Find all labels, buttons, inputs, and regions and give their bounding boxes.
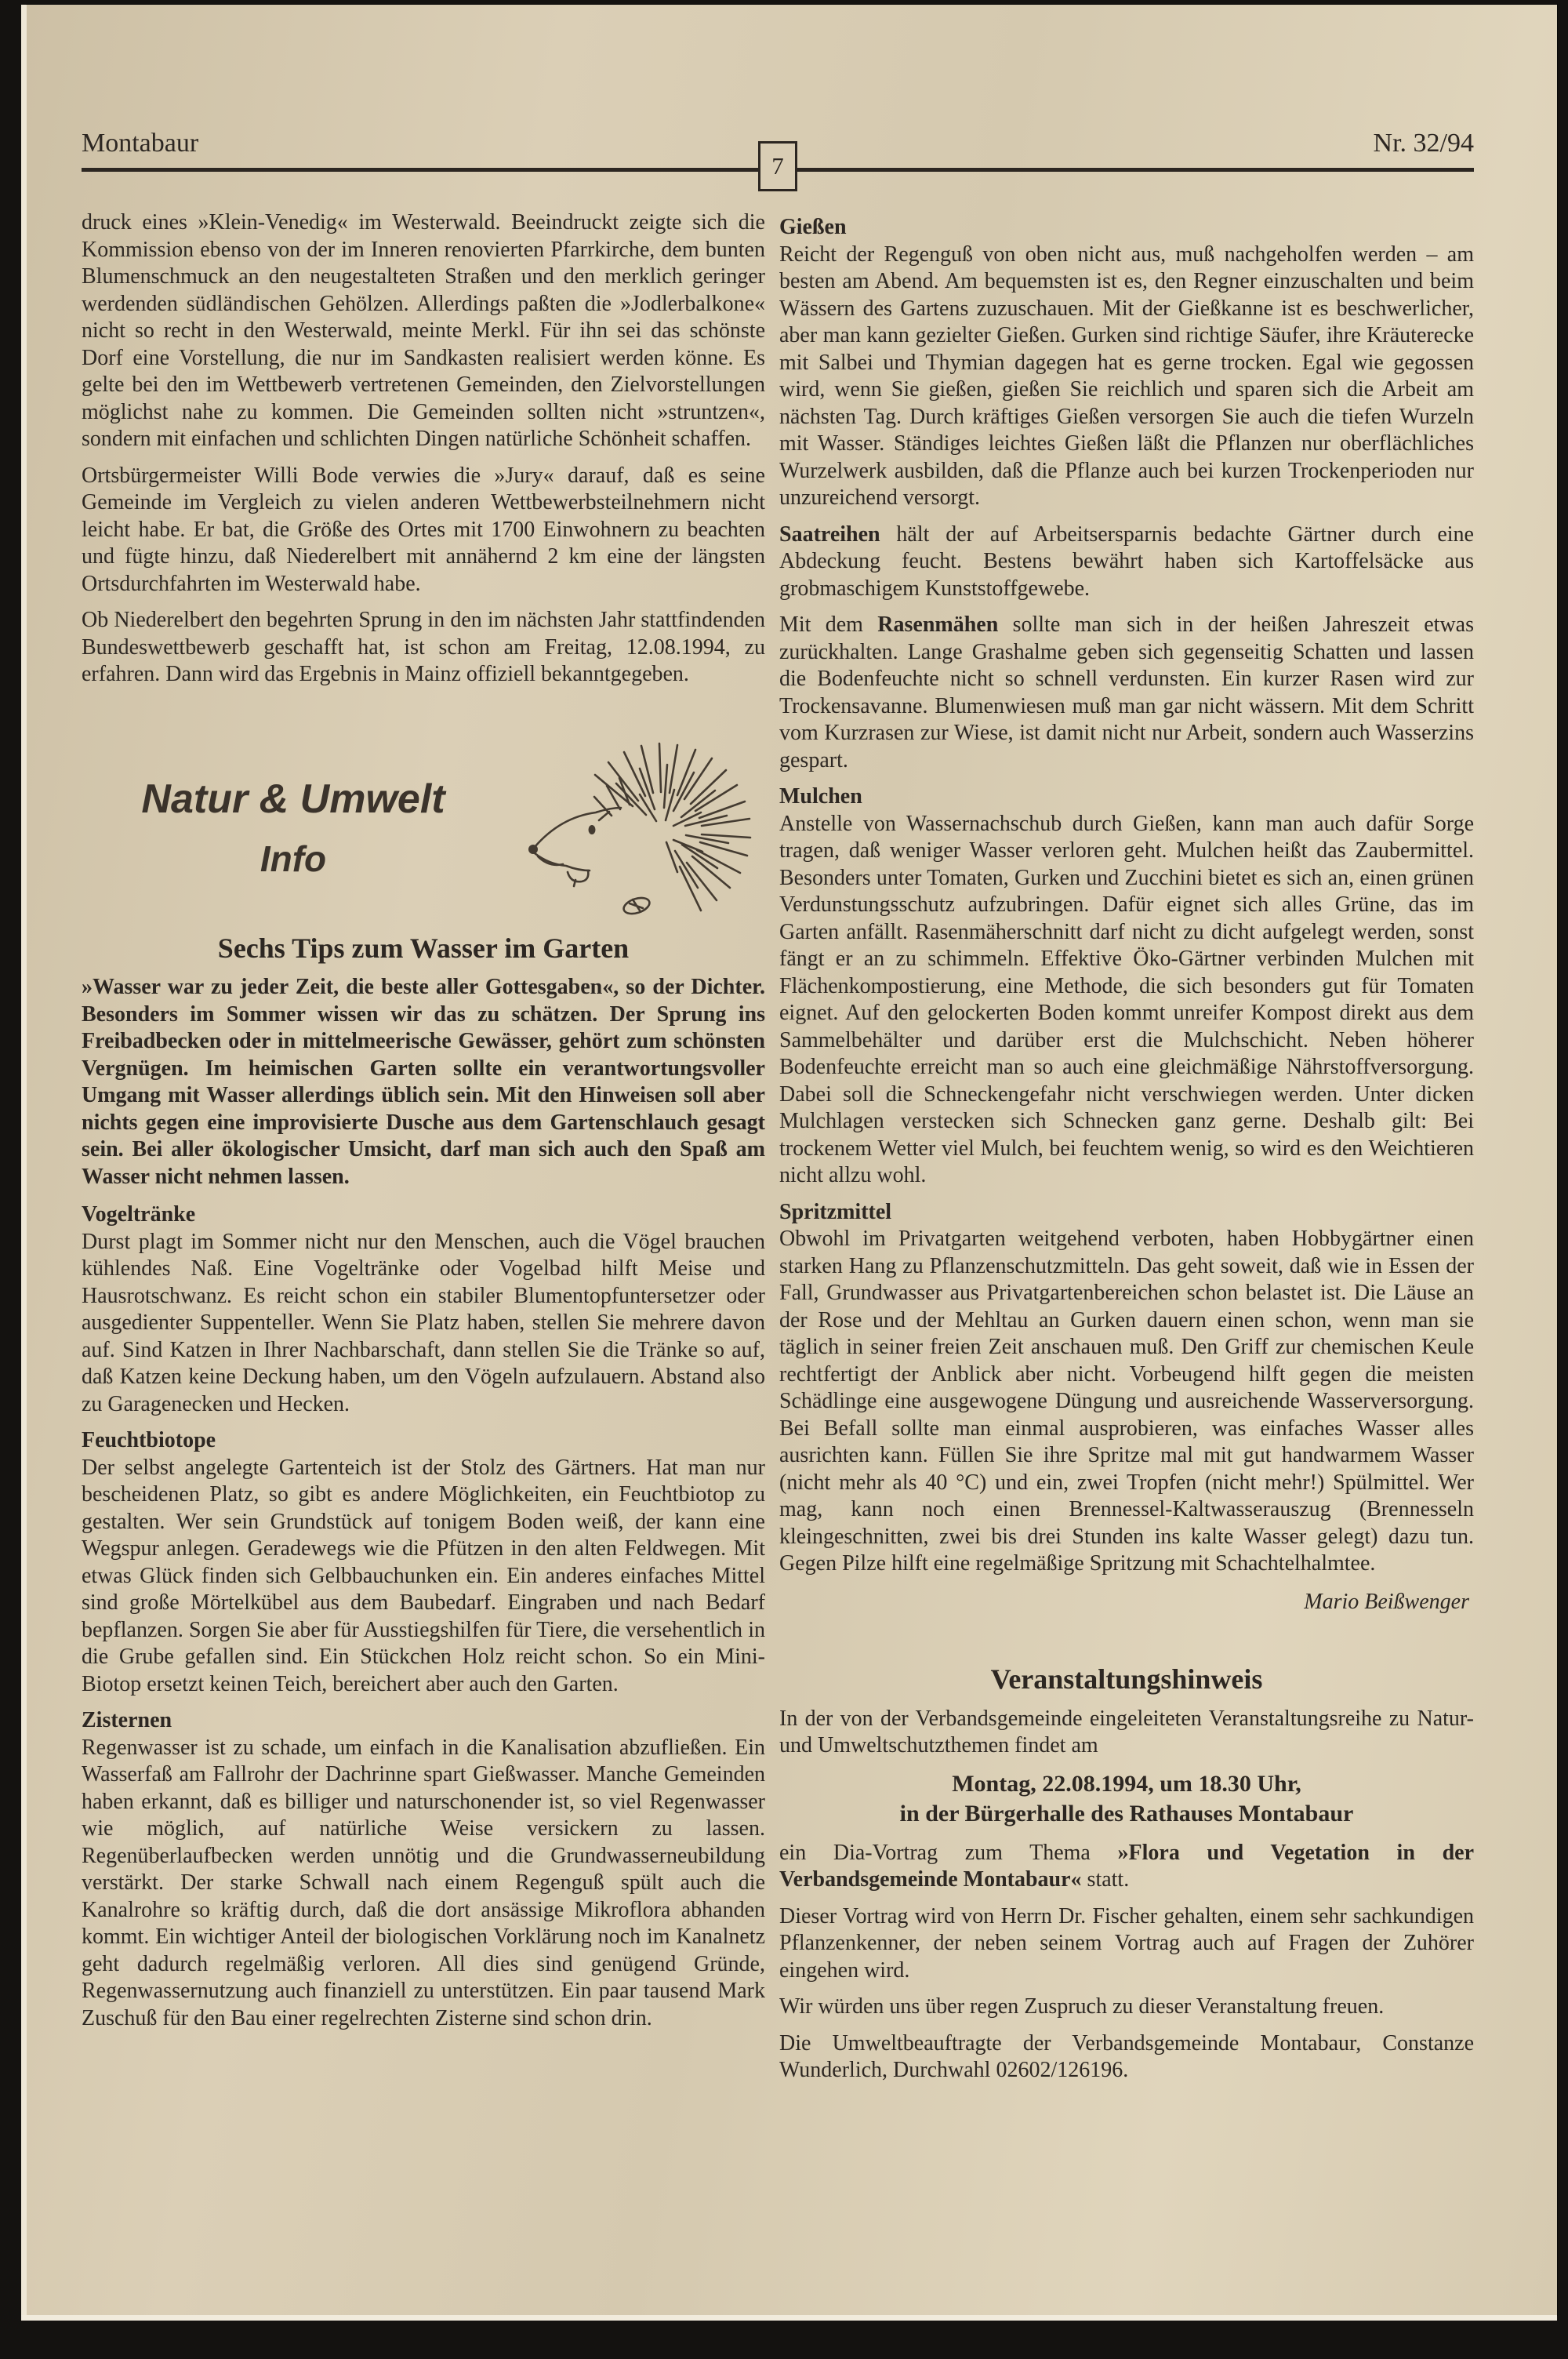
masthead	[82, 129, 1474, 180]
event-date-location	[779, 1769, 1474, 1829]
event-closing-paragraph: Wir würden uns über regen Zuspruch zu dieser Veranstaltung freuen.	[779, 1994, 1385, 2019]
masthead-section: Montabaur	[82, 129, 199, 158]
event-speaker-paragraph: Dieser Vortrag wird von Herrn Dr. Fischer gehalten, einem sehr sachkundigen Pflanzenkenner, der neben seinem Vortrag auch auf Fragen der Zuhörer eingehen wird.	[779, 1903, 1474, 1983]
hedgehog-illustration	[505, 729, 765, 921]
event-topic-post: statt.	[1081, 1867, 1130, 1892]
article-paragraph: Ortsbürgermeister Willi Bode verwies die »Jury« darauf, daß es seine Gemeinde im Vergleich zu vielen anderen Wettbewerbsteilnehmern nicht leicht habe. Er bat, die Größe des Ortes mit 1700 Einwohnern zu beachten und fügte hinzu, daß Niederelbert mit annähernd 2 km eine der längsten Ortsdurchfahrten im Westerwald habe.	[82, 463, 765, 596]
event-contact-paragraph: Die Umweltbeauftragte der Verbandsgemeinde Montabaur, Constanze Wunderlich, Durchwahl 02602/126196.	[779, 2030, 1474, 2082]
article-paragraph: druck eines »Klein-Venedig« im Westerwald. Beeindruckt zeigte sich die Kommission ebenso von der im Inneren renovierten Pfarrkirche, dem bunten Blumenschmuck an den neugestalteten Straßen und den merklich geringer werdenden südländischen Gehölzen. Allerdings paßten die »Jodlerbalkone« nicht so recht in den Westerwald, meinte Merkl. Für ihn sei das schönste Dorf eine Vorstellung, die nur im Sandkasten realisiert werden könne. Es gelte bei den im Wettbewerb vertretenen Gemeinden, den Zielvorstellungen möglichst nahe zu kommen. Die Gemeinden sollten nicht »struntzen«, sondern mit einfachen und schlichten Dingen natürliche Schönheit schaffen.	[82, 210, 765, 451]
saatreihen-paragraph	[779, 522, 1474, 603]
event-location-line: in der Bürgerhalle des Rathauses Montabaur	[899, 1800, 1354, 1826]
event-topic-paragraph	[779, 1840, 1474, 1894]
section-text-mulchen: Anstelle von Wassernachschub durch Gießen, kann man auch dafür Sorge tragen, daß weniger Wasser verloren geht. Mulchen heißt das Zaubermittel. Besonders unter Tomaten, Gurken und Zucchini bietet es sich an, einen grünen Verdunstungsschutz aufzubringen. Dafür eignet sich alles Grüne, das im Garten anfällt. Rasenmäherschnitt darf nicht zu dicht aufgelegt werden, sonst fängt er an zu schimmeln. Effektive Öko-Gärtner verbinden Mulchen mit Flächenkompostierung, eine Methode, die sich besonders gut für Tomaten eignet. Auf den gelockerten Boden kommt unreifer Kompost direkt aus dem Sammelbehälter und darüber erst die Mulchschicht. Neben höherer Bodenfeuchte erreicht man so auch eine gleichmäßige Nährstoffversorgung. Dabei soll die Schneckengefahr nicht verschwiegen werden. Unter dicken Mulchlagen verstecken sich Schnecken ganz gerne. Deshalb gilt: Bei trockenem Wetter viel Mulch, bei feuchtem wenig, so wird es den Weichtieren nicht allzu wohl.	[779, 811, 1474, 1187]
section-text-feuchtbiotope: Der selbst angelegte Gartenteich ist der Stolz des Gärtners. Hat man nur bescheidenen Platz, so gibt es andere Möglichkeiten, ein Feuchtbiotop zu gestalten. Wer sein Grundstück auf tonigem Boden weiß, der kann eine Wegspur anlegen. Geradewegs wie die Pfützen in den alten Feldwegen. Mit etwas Glück finden sich Gelbbauchunken ein. Ein anderes einfaches Mittel sind große Mörtelkübel aus dem Baubedarf. Eingraben und nach Bedarf bepflanzen. Sorgen Sie aber für Ausstiegshilfen für Tiere, die versehentlich in die Grube gefallen sind. Ein Stückchen Holz reicht schon. So ein Mini-Biotop ersetzt keinen Teich, bereichert aber auch den Garten.	[82, 1455, 765, 1696]
section-heading-giessen: Gießen	[779, 215, 847, 239]
article-paragraph: Ob Niederelbert den begehrten Sprung in den im nächsten Jahr stattfindenden Bundeswettbewerb geschafft hat, ist schon am Freitag, 12.08.1994, zu erfahren. Dann wird das Ergebnis in Mainz offiziell bekanntgegeben.	[82, 608, 765, 686]
newspaper-page	[27, 5, 1557, 2315]
tips-intro: »Wasser war zu jeder Zeit, die beste aller Gottesgaben«, so der Dichter. Besonders im Sommer wissen wir das zu schätzen. Der Sprung ins Freibadbecken oder in mittelmeerische Gewässer, gehört zum schönsten Vergnügen. Im heimischen Garten sollte ein verantwortungsvoller Umgang mit Wasser allerdings üblich sein. Mit den Hinweisen soll aber nichts gegen eine improvisierte Dusche aus dem Gartenschlauch gesagt sein. Bei aller ökologischer Umsicht, darf man sich auch den Spaß am Wasser nicht nehmen lassen.	[82, 975, 765, 1189]
banner-titles	[82, 776, 505, 879]
saatreihen-lead: Saatreihen	[779, 522, 880, 547]
section-heading-feuchtbiotope: Feuchtbiotope	[82, 1428, 216, 1452]
rasenmaehen-pre: Mit dem	[779, 612, 878, 637]
banner-subtitle: Info	[260, 838, 327, 879]
rasenmaehen-paragraph	[779, 612, 1474, 774]
section-text-vogeltraenke: Durst plagt im Sommer nicht nur den Menschen, auch die Vögel brauchen kühlendes Naß. Eine Vogeltränke oder Vogelbad hilft Meise und Hausrotschwanz. Es reicht schon ein stabiler Blumentopfuntersetzer oder ausgedienter Suppenteller. Wenn Sie Platz haben, stellen Sie mehrere davon auf. Sind Katzen in Ihrer Nachbarschaft, dann stellen Sie die Tränke so auf, daß Katzen keine Deckung haben, um den Vögeln aufzulauern. Abstand also zu Garagenecken und Hecken.	[82, 1229, 765, 1416]
rasenmaehen-lead: Rasenmähen	[877, 612, 999, 637]
event-notice-title: Veranstaltungshinweis	[990, 1663, 1263, 1695]
saatreihen-text: hält der auf Arbeitsersparnis bedachte Gärtner durch eine Abdeckung feucht. Bestens bewährt haben sich Kartoffelsäcke aus grobmaschigem Kunststoffgewebe.	[779, 522, 1474, 601]
section-heading-vogeltraenke: Vogeltränke	[82, 1202, 196, 1227]
nature-umwelt-banner	[82, 729, 765, 921]
masthead-issue: Nr. 32/94	[1373, 129, 1474, 158]
section-heading-zisternen: Zisternen	[82, 1708, 172, 1732]
page-number: 7	[771, 152, 784, 180]
banner-title: Natur & Umwelt	[141, 776, 445, 822]
event-topic-pre: ein Dia-Vortrag zum Thema	[779, 1840, 1118, 1865]
section-text-zisternen: Regenwasser ist zu schade, um einfach in die Kanalisation abzufließen. Ein Wasserfaß am Fallrohr der Dachrinne spart Gießwasser. Manche Gemeinden haben erkannt, daß es billiger und naturschonender ist, so viel Regenwasser wie möglich, auf natürliche Weise versickern zu lassen. Regenüberlaufbecken werden unnötig und die Grundwasserneubildung verstärkt. Der starke Schwall nach einem Regenguß spült auch die Kanalrohre so kräftig durch, daß die dort ansässige Mikroflora abhanden kommt. Ein wichtiger Anteil der biologischen Vorklärung noch im Kanalnetz geht dadurch regelmäßig verloren. All dies sind genügend Gründe, Regenwassernutzung auch finanziell zu unterstützen. Ein paar tausend Mark Zuschuß für den Bau einer regelrechten Zisterne sind schon drin.	[82, 1735, 765, 2030]
rasenmaehen-text: sollte man sich in der heißen Jahreszeit etwas zurückhalten. Lange Grashalme geben sich gegenseitig Schatten und lassen die Bodenfeuchte nicht so schnell verdunsten. Ein kurzer Rasen wird zur Trockensavanne. Blumenwiesen muß man gar nicht wässern. Mit dem Schritt vom Kurzrasen zur Wiese, ist damit nicht nur Arbeit, sondern auch Wasserzins gespart.	[779, 612, 1474, 772]
event-topic-title: »Flora und Vegetation in der Verbandsgemeinde Montabaur«	[779, 1840, 1474, 1892]
event-date-line: Montag, 22.08.1994, um 18.30 Uhr,	[952, 1770, 1301, 1797]
section-text-spritzmittel: Obwohl im Privatgarten weitgehend verboten, haben Hobbygärtner einen starken Hang zu Pflanzenschutzmitteln. Das geht soweit, daß wie in Essen der Fall, Grundwasser aus Privatgartenbereichen schon belastet ist. Die Läuse an der Rose und der Mehltau an Gurken dauern einen schon, wenn man sie täglich in seiner freien Zeit anschauen muß. Den Griff zur chemischen Keule rechtfertigt der Anblick aber nicht. Vorbeugend hilft gegen die meisten Schädlinge eine ausgewogene Düngung und ausreichende Wasserversorgung. Bei Befall sollte man einmal ausprobieren, was einfaches Wasser alles ausrichten kann. Füllen Sie ihre Spritze mal mit gut handwarmem Wasser (nicht mehr als 40 °C) und ein, zwei Tropfen (nicht mehr!) Spülmittel. Wer mag, kann noch einen Brennessel-Kaltwasserauszug (Brennesseln kleingeschnitten, zwei bis drei Stunden ins kalte Wasser gelegt) dazu tun. Gegen Pilze hilft eine regelmäßige Spritzung mit Schachtelhalmtee.	[779, 1227, 1474, 1576]
section-heading-spritzmittel: Spritzmittel	[779, 1199, 892, 1224]
right-column	[779, 209, 1474, 2094]
tips-article-title: Sechs Tips zum Wasser im Garten	[217, 932, 630, 964]
section-heading-mulchen: Mulchen	[779, 784, 862, 809]
author-signature: Mario Beißwenger	[1304, 1589, 1469, 1614]
section-text-giessen: Reicht der Regenguß von oben nicht aus, muß nachgeholfen werden – am besten am Abend. Am bequemsten ist es, den Regner einzuschalten und beim Wässern des Gartens zuzuschauen. Mit der Gießkanne ist es beschwerlicher, aber man kann gezielter Gießen. Gurken sind richtige Säufer, ihre Kräuterecke mit Salbei und Thymian dagegen hat es gerne trocken. Egal wie gegossen wird, wenn Sie gießen, gießen Sie reichlich und sparen sich die Arbeit am nächsten Tag. Durch kräftiges Gießen versorgen Sie auch die tiefen Wurzeln mit Wasser. Ständiges leichtes Gießen läßt die Pflanzen nur oberflächliches Wurzelwerk ausbilden, daß die Pflanze auch bei kurzen Trockenperioden nur unzureichend versorgt.	[779, 242, 1474, 510]
left-column	[82, 209, 765, 2094]
page-number-box	[758, 141, 797, 191]
event-intro: In der von der Verbandsgemeinde eingeleiteten Veranstaltungsreihe zu Natur- und Umweltschutzthemen findet am	[779, 1706, 1474, 1757]
